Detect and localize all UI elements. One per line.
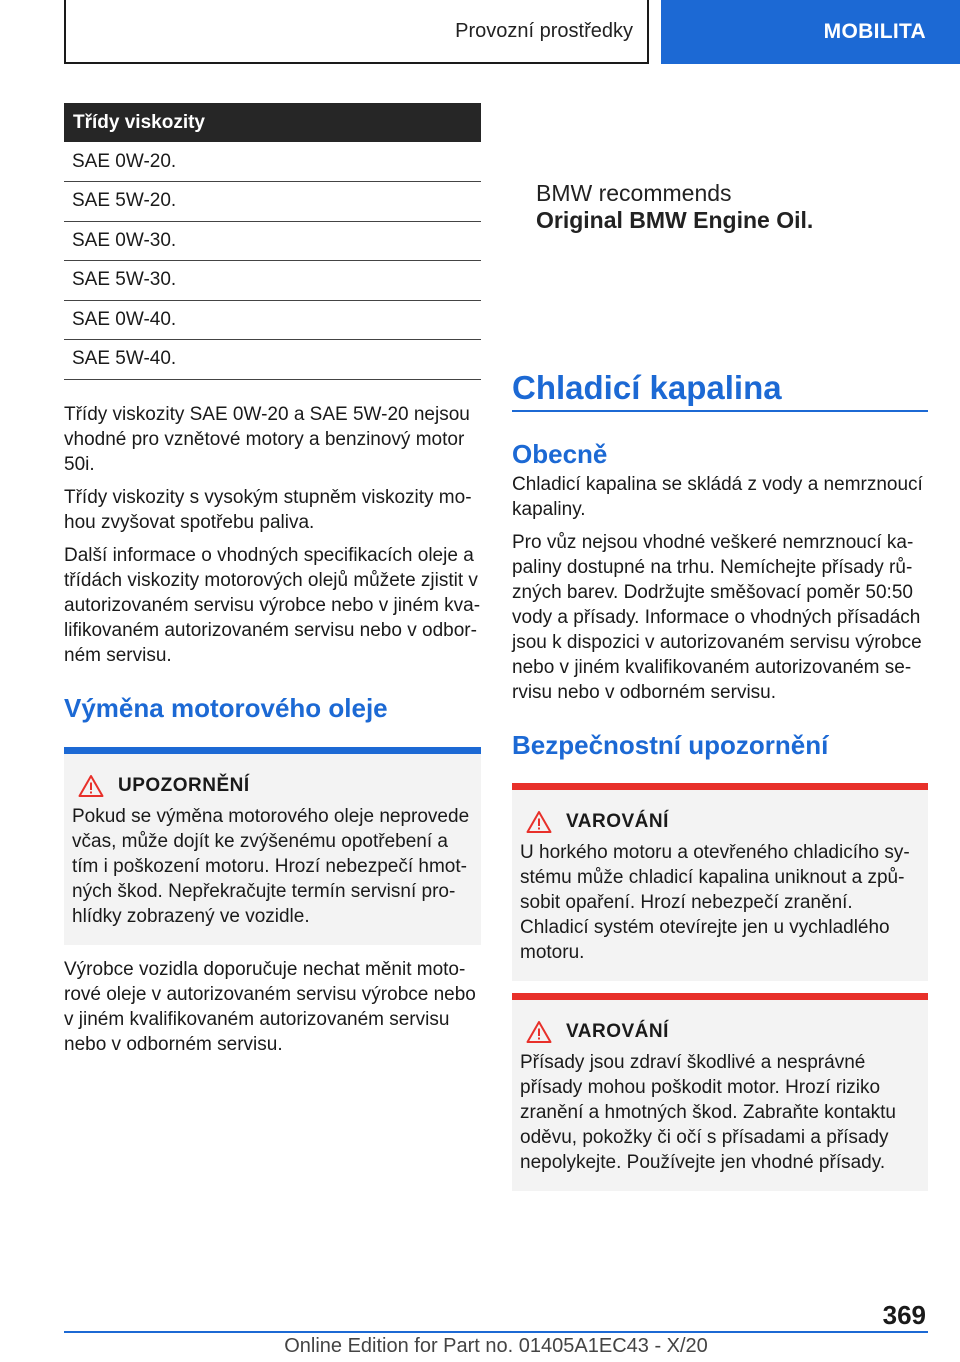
- section-title: Provozní prostředky: [455, 19, 633, 42]
- table-cell: SAE 0W-20.: [64, 142, 481, 182]
- coolant-heading: Chladicí kapalina: [512, 369, 782, 406]
- table-cell: SAE 5W-40.: [64, 340, 481, 380]
- warning-triangle-icon: [526, 810, 552, 834]
- chapter-title: MOBILITA: [823, 20, 926, 43]
- table-row: [64, 340, 481, 380]
- page-number: 369: [882, 1300, 926, 1330]
- table-row: [64, 300, 481, 340]
- viscosity-consumption-paragraph: Třídy viskozity s vysokým stupněm viskozity mohou zvyšovat spotřebu paliva.: [64, 486, 472, 533]
- warning-title: VAROVÁNÍ: [566, 811, 669, 832]
- bmw-recommends-logo: [536, 180, 813, 234]
- bmw-recommends-line1: BMW recommends: [536, 180, 732, 206]
- safety-heading: Bezpečnostní upozornění: [512, 730, 829, 760]
- viscosity-table: [64, 103, 481, 380]
- header-section-title: [64, 0, 649, 64]
- table-row: [64, 221, 481, 261]
- viscosity-table-header: Třídy viskozity: [64, 103, 481, 142]
- warning-triangle-icon: [78, 774, 104, 798]
- left-column: [64, 103, 481, 1065]
- warning-text: Přísady jsou zdraví škodlivé a nesprávné přísady mohou poškodit motor. Hrozí riziko zranění a hmotných škod. Zabraňte kontaktu oděvu, pokožky či očí s přísadami a přísady nepolykejte. Používejte jen vhodné přísady.: [520, 1052, 896, 1173]
- warning-triangle-icon: [526, 1020, 552, 1044]
- table-cell: SAE 0W-30.: [64, 221, 481, 261]
- table-row: [64, 142, 481, 182]
- oil-change-heading: Výměna motorového oleje: [64, 692, 388, 723]
- footer-rule: [64, 1331, 928, 1333]
- header-chapter-tab: [661, 0, 960, 64]
- coolant-additive-paragraph: Pro vůz nejsou vhodné veškeré nemrznoucí kapaliny dostupné na trhu. Nemíchejte přísady různých barev. Dodržujte směšovací poměr 50:50 vody a přísady. Informace o vhodných přísadách jsou k dispozici v autorizovaném servisu výrobce nebo v jiném kvalifikovaném autorizovaném servisu nebo v odborném servisu.: [512, 532, 922, 703]
- table-cell: SAE 5W-30.: [64, 261, 481, 301]
- bmw-recommends-line2: Original BMW Engine Oil.: [536, 207, 814, 233]
- caution-text: Pokud se výměna motorového oleje neprovede včas, může dojít ke zvýšenému opotřebení a tím i poškození motoru. Hrozí nebezpečí hmotných škod. Nepřekračujte termín servisní prohlídky zobrazený ve vozidle.: [72, 805, 470, 927]
- general-heading: Obecně: [512, 439, 608, 469]
- caution-title: UPOZORNĚNÍ: [118, 774, 250, 796]
- footer-edition: Online Edition for Part no. 01405A1EC43 - X/20: [284, 1335, 708, 1357]
- warning-title: VAROVÁNÍ: [566, 1021, 669, 1042]
- warning-text: U horkého motoru a otevřeného chladicího systému může chladicí kapalina uniknout a způsobit opaření. Hrozí nebezpečí zranění. Chladicí systém otevírejte jen u vychladlého motoru.: [520, 842, 910, 963]
- table-cell: SAE 5W-20.: [64, 182, 481, 222]
- caution-notice: [64, 747, 481, 945]
- warning-notice-hot-engine: [512, 783, 928, 981]
- oil-change-paragraph: Výrobce vozidla doporučuje nechat měnit motorové oleje v autorizovaném servisu výrobce nebo v jiném kvalifikovaném autorizovaném servisu nebo v odborném servisu.: [64, 958, 476, 1055]
- warning-notice-additives: [512, 993, 928, 1191]
- table-row: [64, 182, 481, 222]
- table-cell: SAE 0W-40.: [64, 300, 481, 340]
- viscosity-info-paragraph: Další informace o vhodných specifikacích oleje a třídách viskozity motorových olejů můžete zjistit v autorizovaném servisu výrobce nebo v jiném kvalifikovaném autorizovaném servisu nebo v odborném servisu.: [64, 544, 481, 666]
- table-row: [64, 261, 481, 301]
- viscosity-note-paragraph: Třídy viskozity SAE 0W-20 a SAE 5W-20 nejsou vhodné pro vznětové motory a benzinový motor 50i.: [64, 403, 470, 475]
- coolant-heading-block: [512, 368, 928, 412]
- coolant-composition-paragraph: Chladicí kapalina se skládá z vody a nemrznoucí kapaliny.: [512, 474, 923, 520]
